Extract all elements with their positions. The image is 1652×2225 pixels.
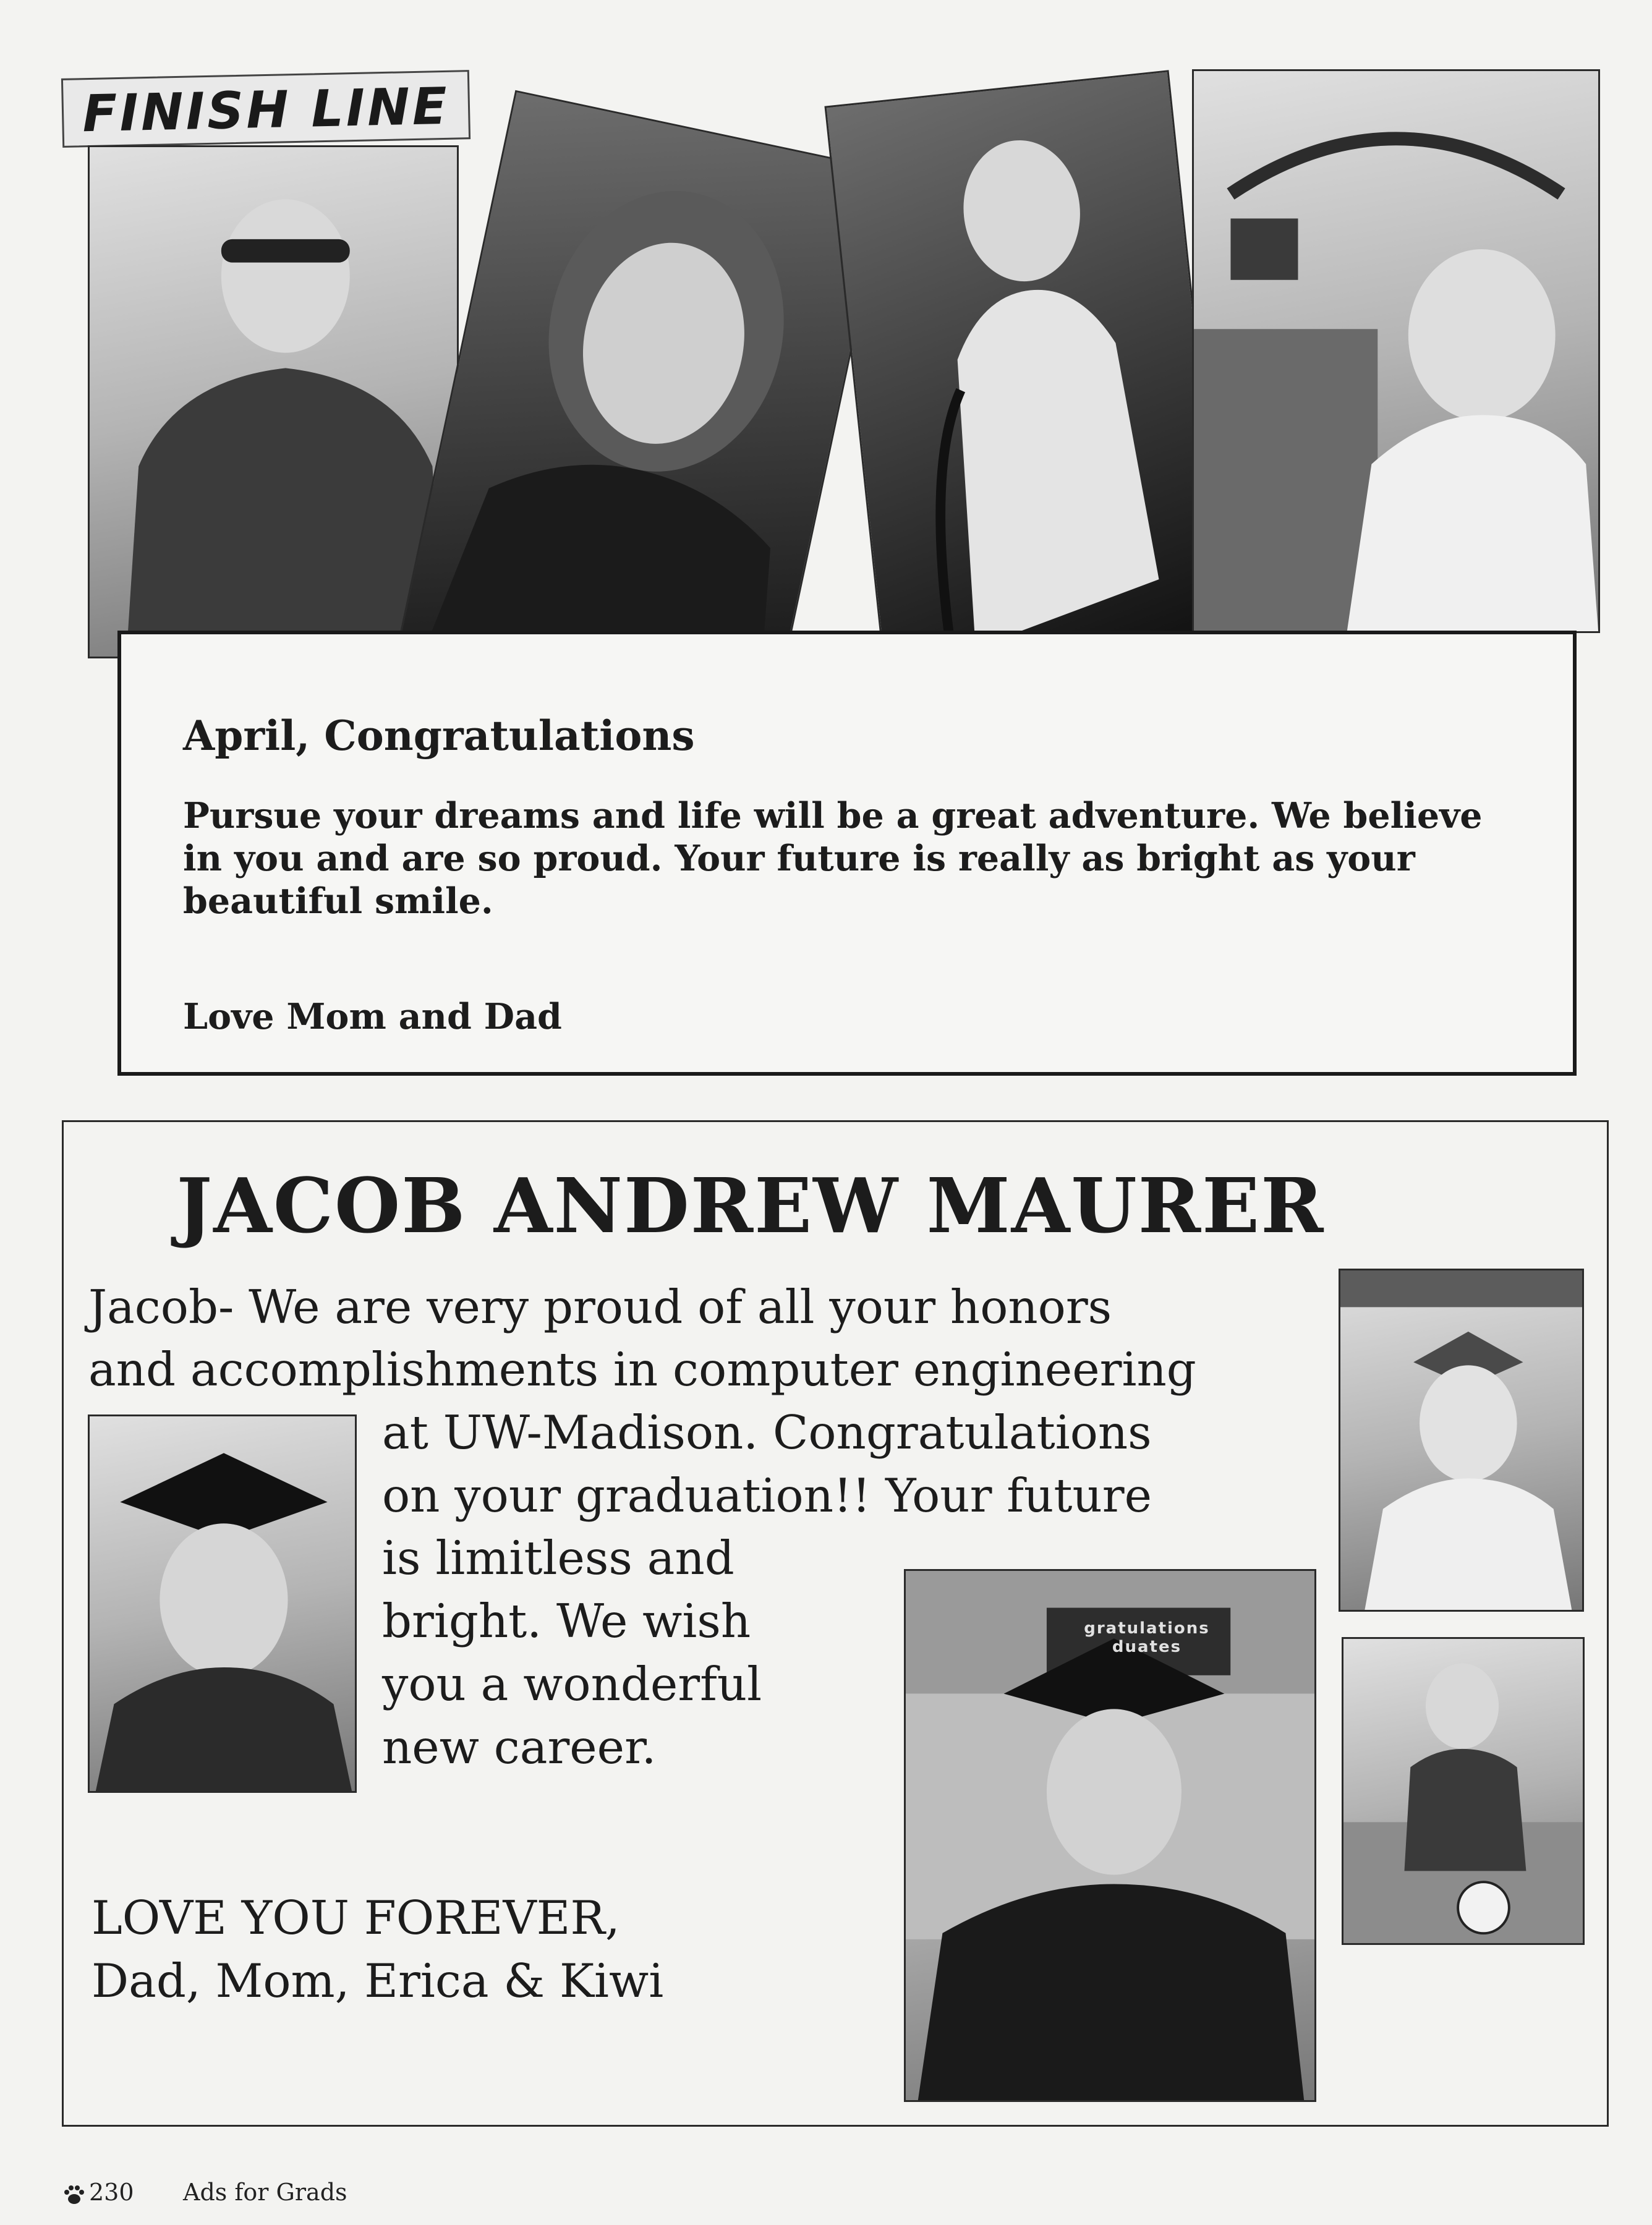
toddler-grad-silhouette-icon [1340,1270,1582,1610]
toddler-graduation-photo [1339,1269,1584,1612]
soccer-player-silhouette-icon [1343,1639,1583,1943]
april-body: Pursue your dreams and life will be a great adventure. We believe in you and are so proud. Your future is really as bright as your beautiful smile. [183,795,1483,922]
jacob-signature-line1: LOVE YOU FOREVER, [92,1891,620,1945]
child-on-chair-photo [824,70,1228,671]
jacob-message-line: Jacob- We are very proud of all your honors [88,1280,1112,1334]
gate-sign-text: gratulations duates [1084,1619,1210,1656]
page-number: 230 [89,2179,134,2206]
section-name: Ads for Grads [183,2179,347,2206]
april-title: April, Congratulations [183,712,695,760]
runner-photo [88,145,459,658]
toddler-with-cake-photo [1192,69,1600,633]
finish-line-banner [61,70,470,148]
jacob-message-line: at UW-Madison. Congratulations [382,1405,1152,1460]
april-message-box [117,631,1577,1076]
jacob-title: JACOB ANDREW MAURER [176,1161,1325,1250]
graduation-gown-photo [904,1569,1316,2102]
graduate-silhouette-icon [90,1416,355,1791]
jacob-message-line: new career. [382,1720,657,1774]
jacob-message-line: you a wonderful [382,1657,762,1711]
graduation-cap-photo [88,1415,357,1793]
jacob-message-line: bright. We wish [382,1594,751,1648]
child-silhouette-icon [827,72,1227,670]
april-signature: Love Mom and Dad [183,996,562,1037]
toddler-silhouette-icon [1194,71,1598,631]
banner-text: FINISH LINE [82,77,450,144]
runner-silhouette-icon [90,147,457,657]
jacob-message-line: on your graduation!! Your future [382,1468,1152,1523]
paw-print-icon [62,2182,87,2207]
jacob-signature-line2: Dad, Mom, Erica & Kiwi [92,1954,664,2008]
jacob-message-line: and accomplishments in computer engineering [88,1342,1196,1397]
soccer-photo [1342,1637,1585,1945]
jacob-message-line: is limitless and [382,1531,734,1585]
